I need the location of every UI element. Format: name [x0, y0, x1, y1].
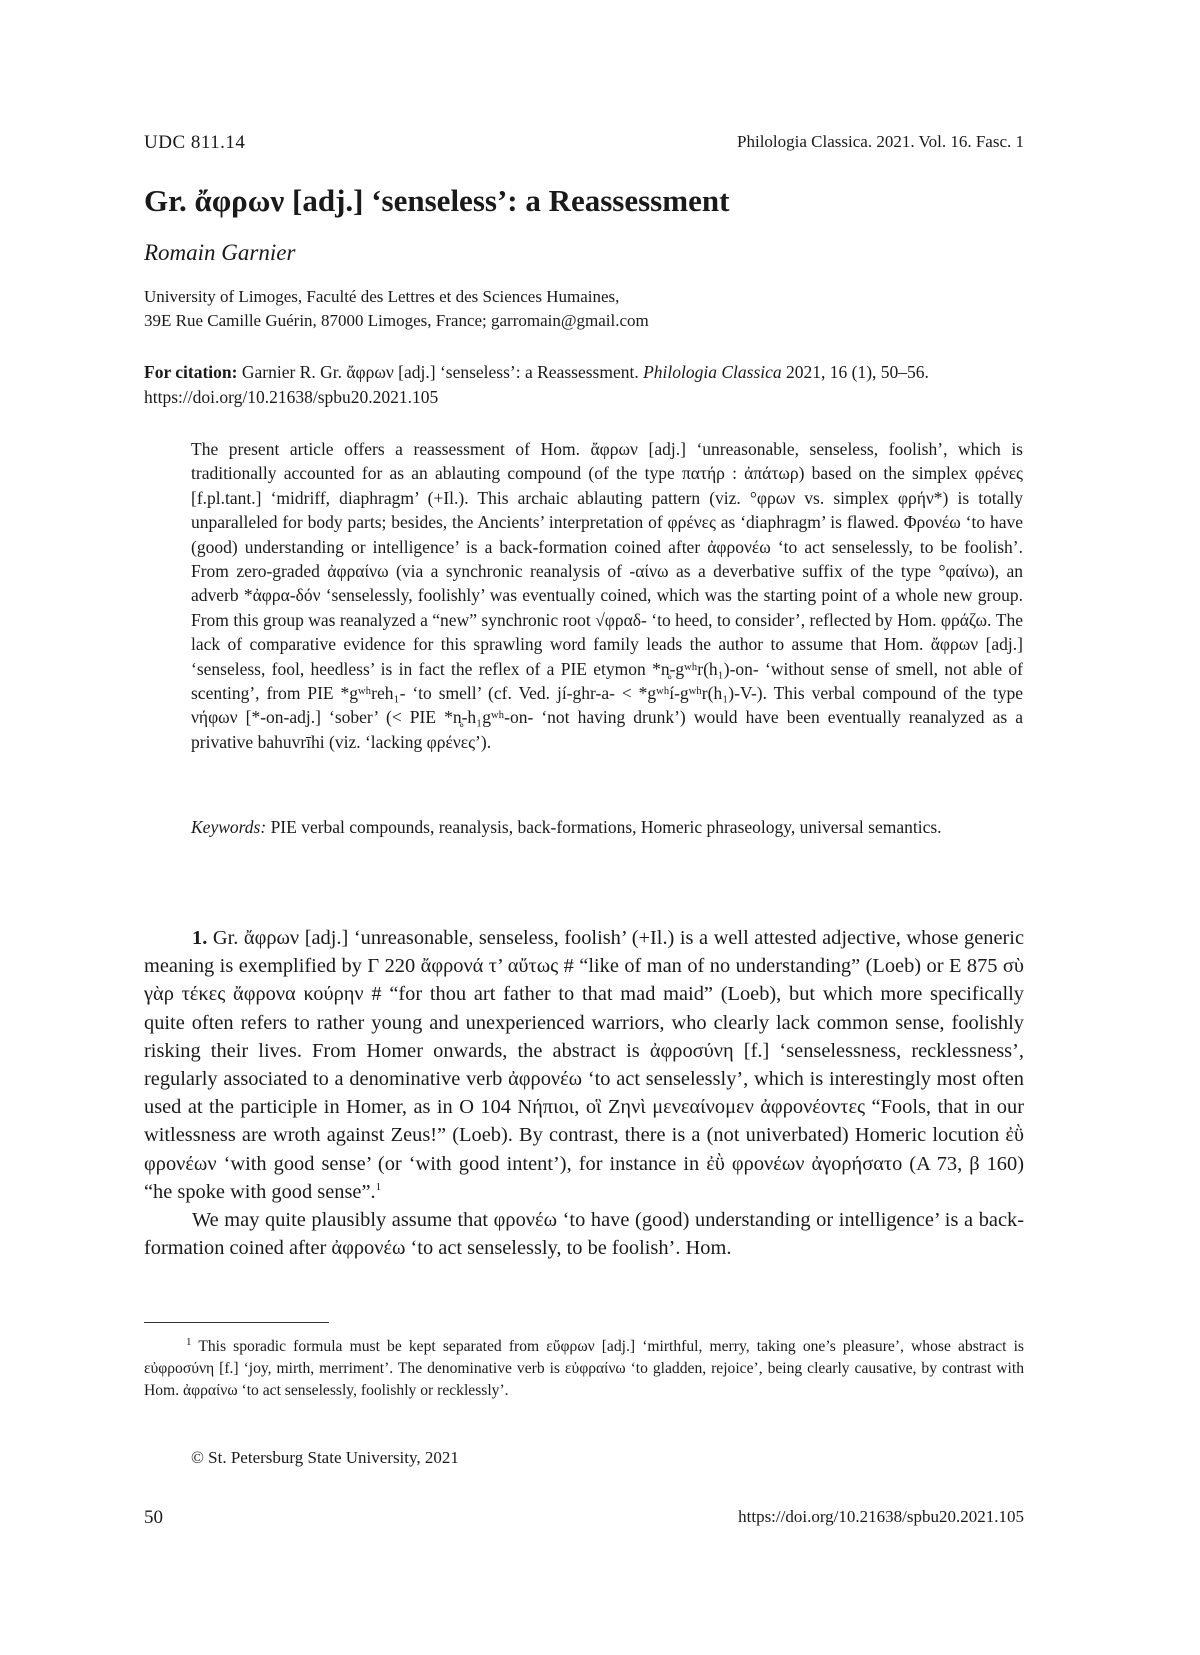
- keywords: [191, 815, 1023, 839]
- keywords-label: Keywords:: [191, 817, 267, 837]
- citation-text: Garnier R. Gr. ἄφρων [adj.] ‘senseless’: a Reassessment.: [237, 362, 644, 382]
- footnote-divider: [144, 1322, 329, 1323]
- footnote: [144, 1336, 1024, 1402]
- abstract: The present article offers a reassessment of Hom. ἄφρων [adj.] ‘unreasonable, senseless, foolish’, which is traditionally accounted for as an ablauting compound (of the type πατήρ : ἀπάτωρ) based on the simplex φρένες [f.pl.tant.] ‘midriff, diaphragm’ (+Il.). This archaic ablauting pattern (viz. °φρων vs. simplex φρήν*) is totally unparalleled for body parts; besides, the Ancients’ interpretation of φρένες as ‘diaphragm’ is flawed. Φρονέω ‘to have (good) understanding or intelligence’ is a back-formation coined after ἀφρονέω ‘to act senselessly, to be foolish’. From zero-graded ἀφραίνω (via a synchronic reanalysis of -αίνω as a deverbative suffix of the type °φαίνω), an adverb *ἀφρα-δόν ‘senselessly, foolishly’ was eventually coined, which was the starting point of a whole new group. From this group was reanalyzed a “new” synchronic root √φραδ- ‘to heed, to consider’, reflected by Hom. φράζω. The lack of comparative evidence for this sprawling word family leads the author to assume that Hom. ἄφρων [adj.] ‘senseless, fool, heedless’ is in fact the reflex of a PIE etymon *n̥-gʷʰr(h₁)-on- ‘without sense of smell, not able of scenting’, from PIE *gʷʰreh₁- ‘to smell’ (cf. Ved. jí-ghr-a- < *gʷʰí-gʷʰr(h₁)-V-). This verbal compound of the type νήφων [*-on-adj.] ‘sober’ (< PIE *n̥-h₁gʷʰ-on- ‘not having drunk’) would have been eventually reanalyzed as a privative bahuvrīhi (viz. ‘lacking φρένες’).: [191, 439, 1023, 752]
- citation-block: [144, 360, 1024, 410]
- article-title: Gr. ἄφρων [adj.] ‘senseless’: a Reassessment: [144, 183, 730, 218]
- keywords-text: PIE verbal compounds, reanalysis, back-formations, Homeric phraseology, universal semantics.: [266, 817, 942, 837]
- author-name: Romain Garnier: [144, 240, 296, 265]
- page-number: 50: [144, 1507, 163, 1528]
- body-text: [144, 924, 1024, 1262]
- doi-link[interactable]: https://doi.org/10.21638/spbu20.2021.105: [738, 1507, 1024, 1526]
- paragraph-text: Gr. ἄφρων [adj.] ‘unreasonable, senseless, foolish’ (+Il.) is a well attested adjective, whose generic meaning is exemplified by Γ 220 ἄφρονά τ’ αὔτως # “like of man of no understanding” (Loeb) or Ε 875 σὺ γὰρ τέκες ἄφρονα κούρην # “for thou art father to that mad maid” (Loeb), but which more specifically quite often refers to rather young and unexperienced warriors, who clearly lack common sense, foolishly risking their lives. From Homer onwards, the abstract is ἀφροσύνη [f.] ‘senselessness, recklessness’, regularly associated to a denominative verb ἀφρονέω ‘to act senselessly’, which is interestingly most often used at the participle in Homer, as in Ο 104 Νήπιοι, οἳ Ζηνὶ μενεαίνομεν ἀφρονέοντες “Fools, that in our witlessness are wroth against Zeus!” (Loeb). By contrast, there is a (not univerbated) Homeric locution ἐῢ φρονέων ‘with good sense’ (or ‘with good intent’), for instance in ἐῢ φρονέων ἀγορήσατο (Α 73, β 160) “he spoke with good sense”.: [144, 927, 1024, 1203]
- udc-code: UDC 811.14: [144, 132, 246, 153]
- copyright-notice: © St. Petersburg State University, 2021: [191, 1448, 459, 1467]
- body-paragraph: [144, 924, 1024, 1206]
- footnote-text: This sporadic formula must be kept separated from εὔφρων [adj.] ‘mirthful, merry, taking one’s pleasure’, whose abstract is εὐφροσύνη [f.] ‘joy, mirth, merriment’. The denominative verb is εὐφραίνω ‘to gladden, rejoice’, being clearly causative, by contrast with Hom. ἀφραίνω ‘to act senselessly, foolishly or recklessly’.: [144, 1338, 1024, 1399]
- citation-journal: Philologia Classica: [643, 362, 782, 382]
- journal-reference: Philologia Classica. 2021. Vol. 16. Fasc. 1: [737, 132, 1024, 151]
- citation-label: For citation:: [144, 362, 238, 382]
- body-paragraph: We may quite plausibly assume that φρονέω ‘to have (good) understanding or intelligence’ is a back-formation coined after ἀφρονέω ‘to act senselessly, to be foolish’. Hom.: [144, 1209, 1024, 1260]
- affiliation-line: University of Limoges, Faculté des Lettres et des Sciences Humaines,: [144, 287, 620, 306]
- footnote-number: 1: [186, 1335, 192, 1348]
- section-number: 1.: [192, 927, 208, 949]
- citation-text-end: 2021, 16 (1), 50–56. https://doi.org/10.21638/spbu20.2021.105: [144, 362, 929, 407]
- footnote-marker[interactable]: 1: [375, 1181, 382, 1194]
- affiliation-line: 39E Rue Camille Guérin, 87000 Limoges, France; garromain@gmail.com: [144, 311, 649, 330]
- author-affiliation: [144, 285, 1044, 333]
